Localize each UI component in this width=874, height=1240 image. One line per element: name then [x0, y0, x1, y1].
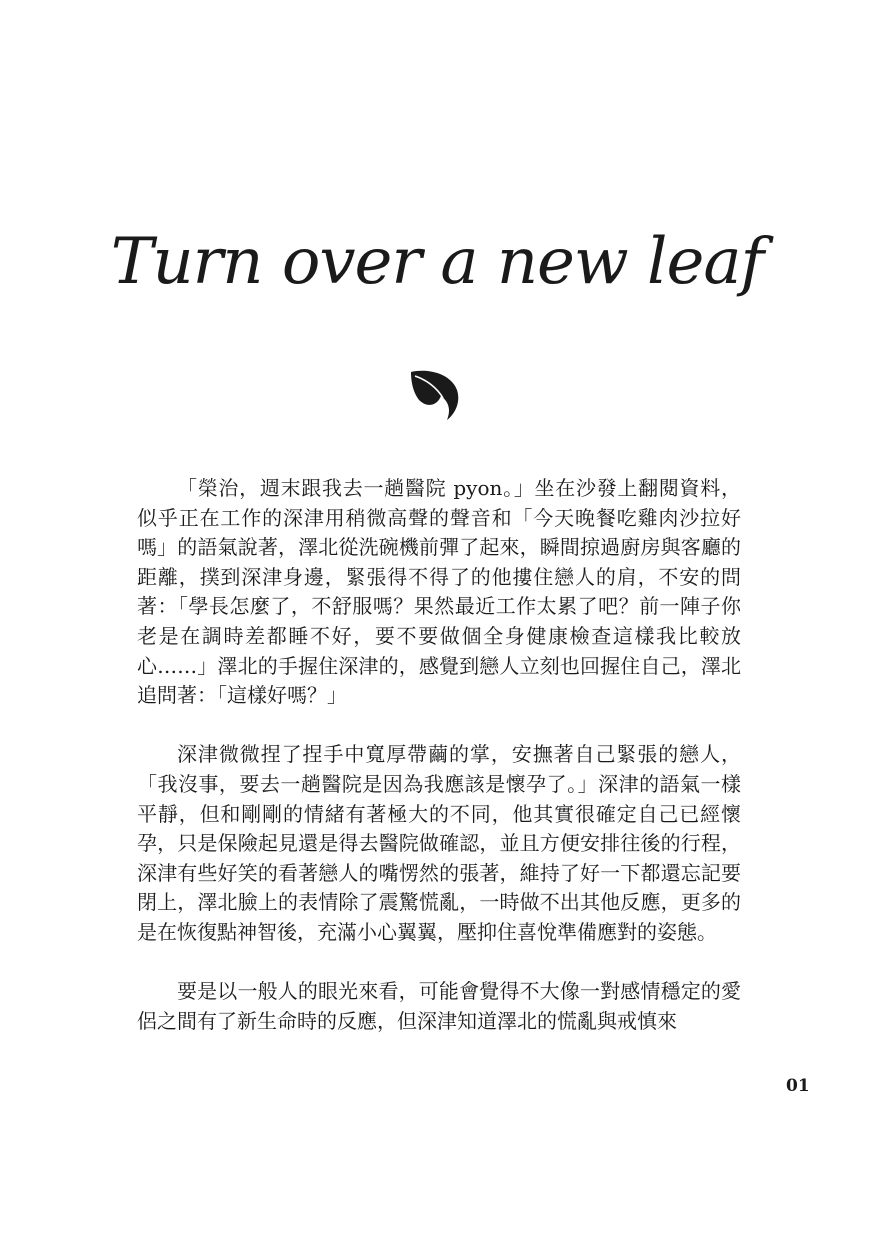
page-number: 01: [786, 1076, 810, 1096]
paragraph-2: 深津微微捏了捏手中寬厚帶繭的掌，安撫著自己緊張的戀人，「我沒事，要去一趟醫院是因為我應該是懷孕了。」深津的語氣一樣平靜，但和剛剛的情緒有著極大的不同，他其實很確定自己已經懷孕，只是保險起見還是得去醫院做確認，並且方便安排往後的行程，深津有些好笑的看著戀人的嘴愣然的張著，維持了好一下都還忘記要閉上，澤北臉上的表情除了震驚慌亂，一時做不出其他反應，更多的是在恢復點神智後，充滿小心翼翼，壓抑住喜悅準備應對的姿態。: [137, 742, 741, 944]
paragraph-3: 要是以一般人的眼光來看，可能會覺得不大像一對感情穩定的愛侶之間有了新生命時的反應，但深津知道澤北的慌亂與戒慎來: [137, 979, 741, 1033]
chapter-title: Turn over a new leaf: [110, 225, 764, 299]
paragraph-1: 「榮治，週末跟我去一趟醫院 pyon。」坐在沙發上翻閱資料，似乎正在工作的深津用稍微高聲的聲音和「今天晚餐吃雞肉沙拉好嗎」的語氣說著，澤北從洗碗機前彈了起來，瞬間掠過廚房與客廳的距離，撲到深津身邊，緊張得不得了的他摟住戀人的肩，不安的問著：「學長怎麼了，不舒服嗎？果然最近工作太累了吧？前一陣子你老是在調時差都睡不好，要不要做個全身健康檢查這樣我比較放心……」澤北的手握住深津的，感覺到戀人立刻也回握住自己，澤北追問著：「這樣好嗎？」: [137, 476, 741, 708]
leaf-icon: [407, 366, 463, 422]
body-text: [137, 474, 741, 1066]
